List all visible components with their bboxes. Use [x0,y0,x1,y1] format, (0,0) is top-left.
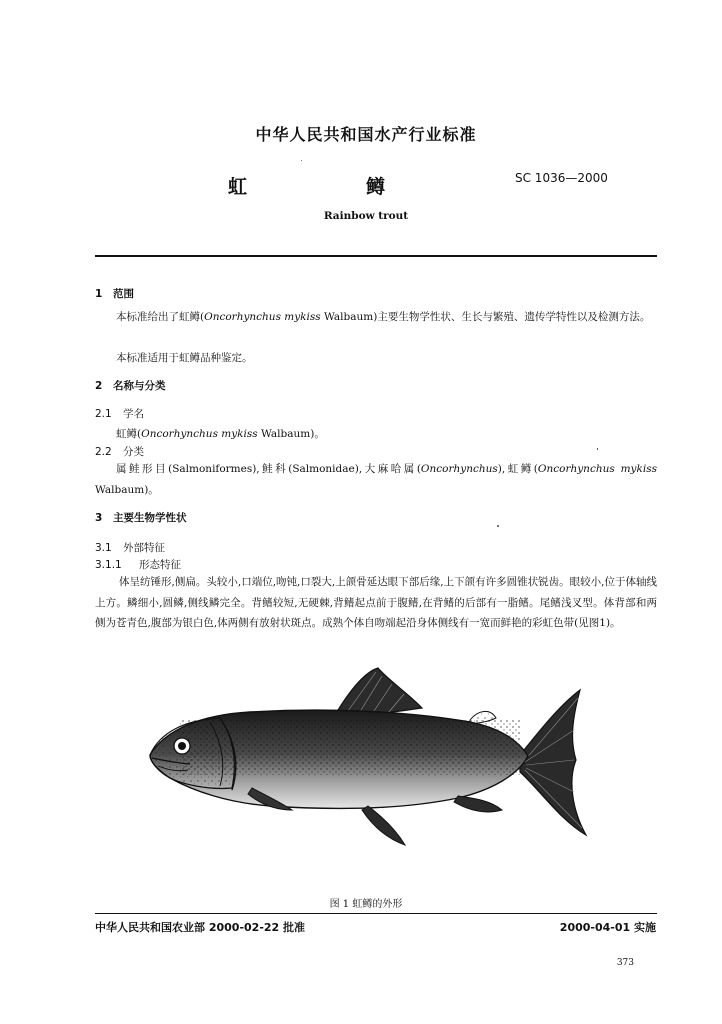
standard-title: 中华人民共和国水产行业标准 [255,125,477,144]
header-rule [95,255,657,257]
section-3-1-1-heading [95,557,181,572]
section-3-1-number: 3.1 [95,542,112,554]
s1-p1-latin: Oncorhynchus mykiss [204,311,321,323]
page-number: 373 [616,958,634,968]
section-1-paragraph-2: 本标准适用于虹鳟品种鉴定。 [116,352,253,364]
s1-p1-text-b: Walbaum)主要生物学性状、生长与繁殖、遗传学特性以及检测方法。 [320,311,651,323]
s1-p1-text-a: 本标准给出了虹鳟( [116,311,205,323]
section-1-paragraph-1 [95,307,657,328]
s21-latin: Oncorhynchus mykiss [141,428,258,440]
section-3-number: 3 [95,512,103,524]
standard-code: SC 1036—2000 [515,171,608,185]
s21-text-b: Walbaum)。 [257,428,325,440]
section-3-1-1-title: 形态特征 [139,559,181,571]
section-2-1-text [116,426,325,441]
section-2-1-title: 学名 [123,408,144,420]
section-3-heading [95,510,187,525]
section-2-2-text [95,459,657,500]
footer-issuer: 中华人民共和国农业部 2000-02-22 批准 [95,921,306,934]
section-3-1-heading [95,540,165,555]
footer-rule [95,913,657,914]
section-3-1-title: 外部特征 [123,542,165,554]
section-2-heading [95,378,166,393]
section-3-title: 主要生物学性状 [113,512,187,524]
figure-1-fish-illustration [140,660,610,860]
section-1-title: 范围 [113,288,134,300]
s21-text-a: 虹鳟( [116,428,142,440]
scan-speck [497,525,499,527]
s22-text-c: Walbaum)。 [95,483,159,496]
s22-latin-1: Oncorhynchus [420,463,498,475]
fish-drawing [140,660,610,860]
section-1-number: 1 [95,288,103,300]
section-2-2-number: 2.2 [95,446,112,458]
name-char-1: 虹 [228,176,248,198]
scan-speck [301,160,302,161]
pelvic-fin [362,806,405,845]
section-2-1-heading [95,406,144,421]
section-3-1-1-text: 体呈纺锤形,侧扁。头较小,口端位,吻钝,口裂大,上颌骨延达眼下部后缘,上下颌有许多圆锥状锐齿。眼较小,位于体轴线上方。鳞细小,圆鳞,侧线鳞完全。背鳍较短,无硬棘,背鳍起点前于腹鳍,在背鳍的后部有一脂鳍。尾鳍浅叉型。体背部和两侧为苍青色,腹部为银白色,体两侧有放射状斑点。成熟个体自吻端起沿身体侧线有一宽而鲜艳的彩虹色带(见图1)。 [95,576,657,629]
s22-latin-2: Oncorhynchus mykiss [537,463,657,475]
anal-fin [454,796,502,812]
section-3-1-1-number: 3.1.1 [95,559,122,571]
s22-text-a: 属鲑形目(Salmoniformes),鲑科(Salmonidae),大麻哈属( [116,463,421,475]
section-2-2-heading [95,444,144,459]
section-2-number: 2 [95,380,103,392]
english-name: Rainbow trout [323,210,409,222]
section-2-title: 名称与分类 [113,380,166,392]
footer-effective-date: 2000-04-01 实施 [559,921,656,934]
scan-speck [597,448,598,450]
section-1-heading [95,286,134,301]
figure-1-caption: 图 1 虹鳟的外形 [329,899,403,910]
caudal-fin [520,690,586,835]
name-char-2: 鳟 [366,176,386,198]
section-2-2-title: 分类 [123,446,144,458]
section-2-1-number: 2.1 [95,408,112,420]
s22-text-b: ),虹鳟( [497,463,538,475]
